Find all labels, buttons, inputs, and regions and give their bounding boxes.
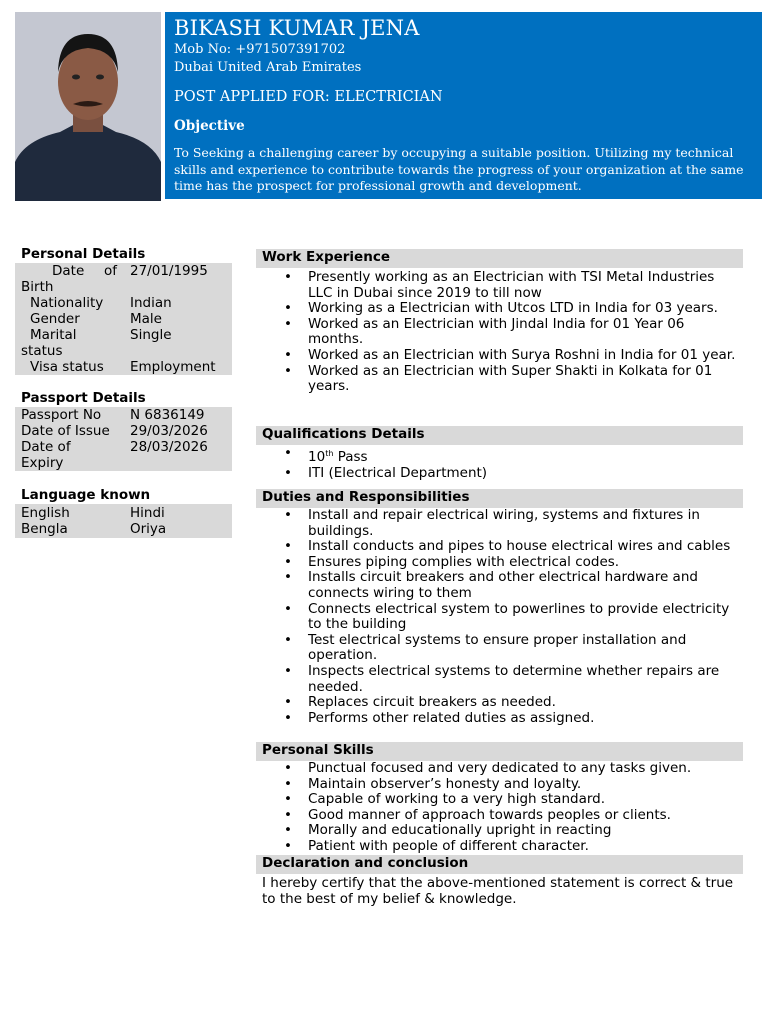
list-item: • Morally and educationally upright in reacting xyxy=(256,823,743,839)
list-item: • Install conducts and pipes to house electrical wires and cables xyxy=(256,539,743,555)
work-experience-list xyxy=(256,270,743,395)
list-item: • Punctual focused and very dedicated to any tasks given. xyxy=(256,761,743,777)
mobile-number: Mob No: +971507391702 xyxy=(174,42,346,57)
list-item: • Connects electrical system to powerlines to provide electricity to the building xyxy=(256,602,743,633)
language-item: Hindi xyxy=(130,505,165,521)
list-item: • Install and repair electrical wiring, systems and fixtures in buildings. xyxy=(256,508,743,539)
language-table xyxy=(15,504,232,538)
dob-value: 27/01/1995 xyxy=(130,263,208,279)
declaration-heading: Declaration and conclusion xyxy=(262,855,469,871)
qualification-text: Pass xyxy=(333,449,368,465)
list-item: • Good manner of approach towards peoples or clients. xyxy=(256,808,743,824)
post-applied: POST APPLIED FOR: ELECTRICIAN xyxy=(174,89,443,105)
candidate-name: BIKASH KUMAR JENA xyxy=(174,16,420,40)
expiry-date-label: Date of Expiry xyxy=(21,439,71,471)
work-experience-heading: Work Experience xyxy=(262,249,390,265)
list-item: • Worked as an Electrician with Jindal India for 01 Year 06 months. xyxy=(256,317,743,348)
passport-details-heading: Passport Details xyxy=(21,390,146,406)
list-item: • Worked as an Electrician with Surya Roshni in India for 01 year. xyxy=(256,348,743,364)
qualifications-list xyxy=(256,446,743,481)
list-item: • Inspects electrical systems to determine whether repairs are needed. xyxy=(256,664,743,695)
gender-label: Gender xyxy=(30,311,80,327)
expiry-date-value: 28/03/2026 xyxy=(130,439,208,455)
declaration-text: I hereby certify that the above-mentioned statement is correct & true to the best of my belief & knowledge. xyxy=(262,875,734,907)
list-item: • Patient with people of different character. xyxy=(256,839,743,855)
person-silhouette-icon xyxy=(15,12,161,201)
visa-value: Employment xyxy=(130,359,216,375)
gender-value: Male xyxy=(130,311,162,327)
list-item: • Ensures piping complies with electrical codes. xyxy=(256,555,743,571)
nationality-value: Indian xyxy=(130,295,172,311)
duties-heading: Duties and Responsibilities xyxy=(262,489,470,505)
personal-details-table xyxy=(15,263,232,375)
work-experience-bar xyxy=(256,249,743,268)
list-item: • Replaces circuit breakers as needed. xyxy=(256,695,743,711)
language-item: Oriya xyxy=(130,521,167,537)
language-item: English xyxy=(21,505,70,521)
issue-date-label: Date of Issue xyxy=(21,423,110,439)
dob-label: Date of Birth xyxy=(21,263,117,295)
location: Dubai United Arab Emirates xyxy=(174,60,362,75)
profile-photo xyxy=(15,12,161,201)
qualifications-bar xyxy=(256,426,743,445)
qualifications-heading: Qualifications Details xyxy=(262,426,425,442)
language-heading: Language known xyxy=(21,487,151,503)
list-item: • Worked as an Electrician with Super Shakti in Kolkata for 01 years. xyxy=(256,364,743,395)
marital-label: Marital status xyxy=(21,327,77,359)
duties-list xyxy=(256,508,743,726)
passport-no-value: N 6836149 xyxy=(130,407,205,423)
skills-bar xyxy=(256,742,743,761)
qualification-text: 10 xyxy=(308,449,326,465)
nationality-label: Nationality xyxy=(30,295,104,311)
list-item: • Presently working as an Electrician with TSI Metal Industries LLC in Dubai since 2019 to till now xyxy=(256,270,743,301)
duties-bar xyxy=(256,489,743,508)
visa-label: Visa status xyxy=(30,359,104,375)
list-item: • Test electrical systems to ensure proper installation and operation. xyxy=(256,633,743,664)
passport-details-table xyxy=(15,407,232,471)
list-item: • Performs other related duties as assigned. xyxy=(256,711,743,727)
skills-list xyxy=(256,761,743,855)
objective-text: To Seeking a challenging career by occupying a suitable position. Utilizing my technical skills and experience to contribute towards the progress of your organization at the same time has the prospect for professional growth and development. xyxy=(174,145,744,193)
marital-value: Single xyxy=(130,327,172,343)
personal-details-heading: Personal Details xyxy=(21,246,146,262)
objective-heading: Objective xyxy=(174,118,245,134)
list-item: • Capable of working to a very high standard. xyxy=(256,792,743,808)
header-panel xyxy=(165,12,762,199)
list-item: • Working as a Electrician with Utcos LTD in India for 03 years. xyxy=(256,301,743,317)
list-item: • Installs circuit breakers and other electrical hardware and connects wiring to them xyxy=(256,570,743,601)
list-item xyxy=(256,446,743,466)
issue-date-value: 29/03/2026 xyxy=(130,423,208,439)
declaration-bar xyxy=(256,855,743,874)
list-item: • ITI (Electrical Department) xyxy=(256,466,743,482)
list-item: • Maintain observer’s honesty and loyalty. xyxy=(256,777,743,793)
language-item: Bengla xyxy=(21,521,68,537)
passport-no-label: Passport No xyxy=(21,407,102,423)
qualification-superscript: th xyxy=(325,449,334,458)
skills-heading: Personal Skills xyxy=(262,742,374,758)
